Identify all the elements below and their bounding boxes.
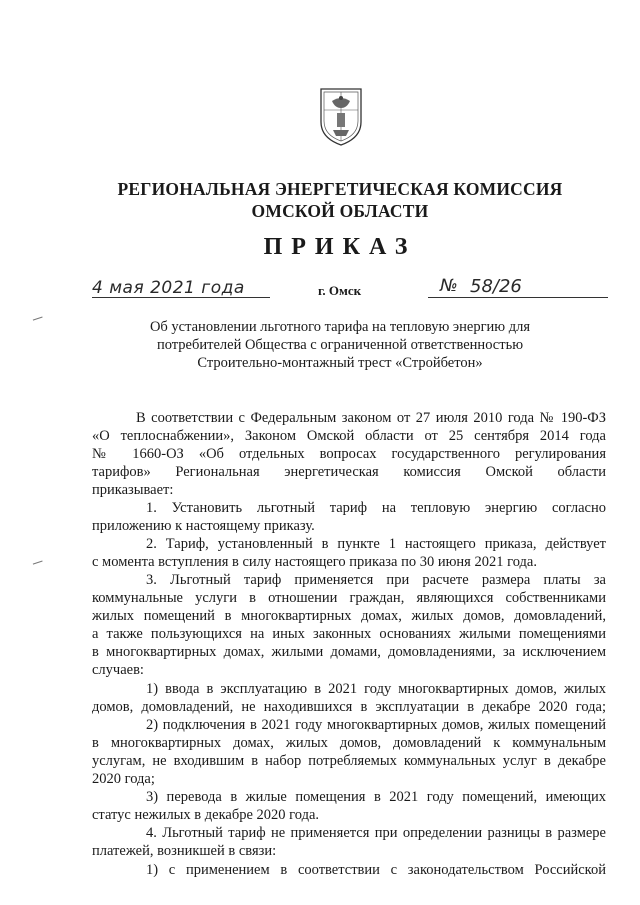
coat-of-arms-icon (318, 86, 364, 148)
handwritten-order-number: 58/26 (470, 276, 522, 297)
body-line: 2020 года; (92, 771, 155, 787)
body-line: услугам, не входившим в набор потребляемых коммунальных услуг в декабре (92, 753, 606, 769)
city-label: г. Омск (318, 283, 362, 298)
body-line: 2) подключения в 2021 году многоквартирных домов, жилых помещений (146, 717, 606, 733)
subject-line1: Об установлении льготного тарифа на тепловую энергию для (149, 319, 531, 335)
handwritten-date: 4 мая 2021 года (92, 278, 245, 298)
body-line: тарифов» Региональная энергетическая комиссия Омской области (92, 464, 606, 480)
body-line: № 1660-ОЗ «Об отдельных вопросах государственного регулирования (92, 446, 606, 462)
date-underline (92, 297, 270, 298)
body-line: домов, домовладений, не находившихся в эксплуатации в декабре 2020 года; (92, 699, 606, 715)
body-line: а также пользующихся на иных законных основаниях жилыми помещениями (92, 626, 606, 642)
number-sign: № (440, 276, 458, 296)
body-line: 3. Льготный тариф применяется при расчете размера платы за (146, 572, 606, 588)
margin-mark (33, 561, 43, 567)
body-line: жилых помещений в многоквартирных домах, жилых домов, домовладений, (92, 608, 606, 624)
body-line: статус нежилых в декабре 2020 года. (92, 807, 320, 823)
body-line: в многоквартирных домах, жилых домов, домовладений к коммунальным (92, 735, 606, 751)
body-line: в многоквартирных домах, жилыми домами, домовладениями, за исключением (92, 644, 606, 660)
body-line: приказывает: (92, 482, 174, 498)
body-line: В соответствии с Федеральным законом от 27 июля 2010 года № 190-ФЗ (136, 410, 606, 426)
body-line: 1. Установить льготный тариф на тепловую энергию согласно (146, 500, 606, 516)
body-line: 1) ввода в эксплуатацию в 2021 году многоквартирных домов, жилых (146, 681, 606, 697)
body-line: с момента вступления в силу настоящего приказа по 30 июня 2021 года. (92, 554, 537, 570)
subject-line3: Строительно-монтажный трест «Стройбетон» (197, 355, 483, 371)
organization-name-line1: РЕГИОНАЛЬНАЯ ЭНЕРГЕТИЧЕСКАЯ КОМИССИЯ (117, 179, 563, 199)
body-line: приложению к настоящему приказу. (92, 518, 315, 534)
body-line: «О теплоснабжении», Законом Омской области от 25 сентября 2014 года (92, 428, 606, 444)
body-line: 4. Льготный тариф не применяется при определении разницы в размере (146, 825, 606, 841)
organization-name-line2: ОМСКОЙ ОБЛАСТИ (251, 201, 429, 221)
body-line: коммунальные услуги в отношении граждан, являющихся собственниками (92, 590, 606, 606)
body-line: 1) с применением в соответствии с законодательством Российской (146, 862, 606, 878)
number-underline (428, 297, 608, 298)
body-line: 2. Тариф, установленный в пункте 1 настоящего приказа, действует (146, 536, 606, 552)
margin-mark (33, 317, 43, 323)
body-line: платежей, возникшей в связи: (92, 843, 277, 859)
subject-line2: потребителей Общества с ограниченной ответственностью (156, 337, 524, 353)
body-line: случаев: (92, 662, 144, 678)
body-line: 3) перевода в жилые помещения в 2021 году помещений, имеющих (146, 789, 606, 805)
document-type-title: ПРИКАЗ (263, 234, 417, 260)
